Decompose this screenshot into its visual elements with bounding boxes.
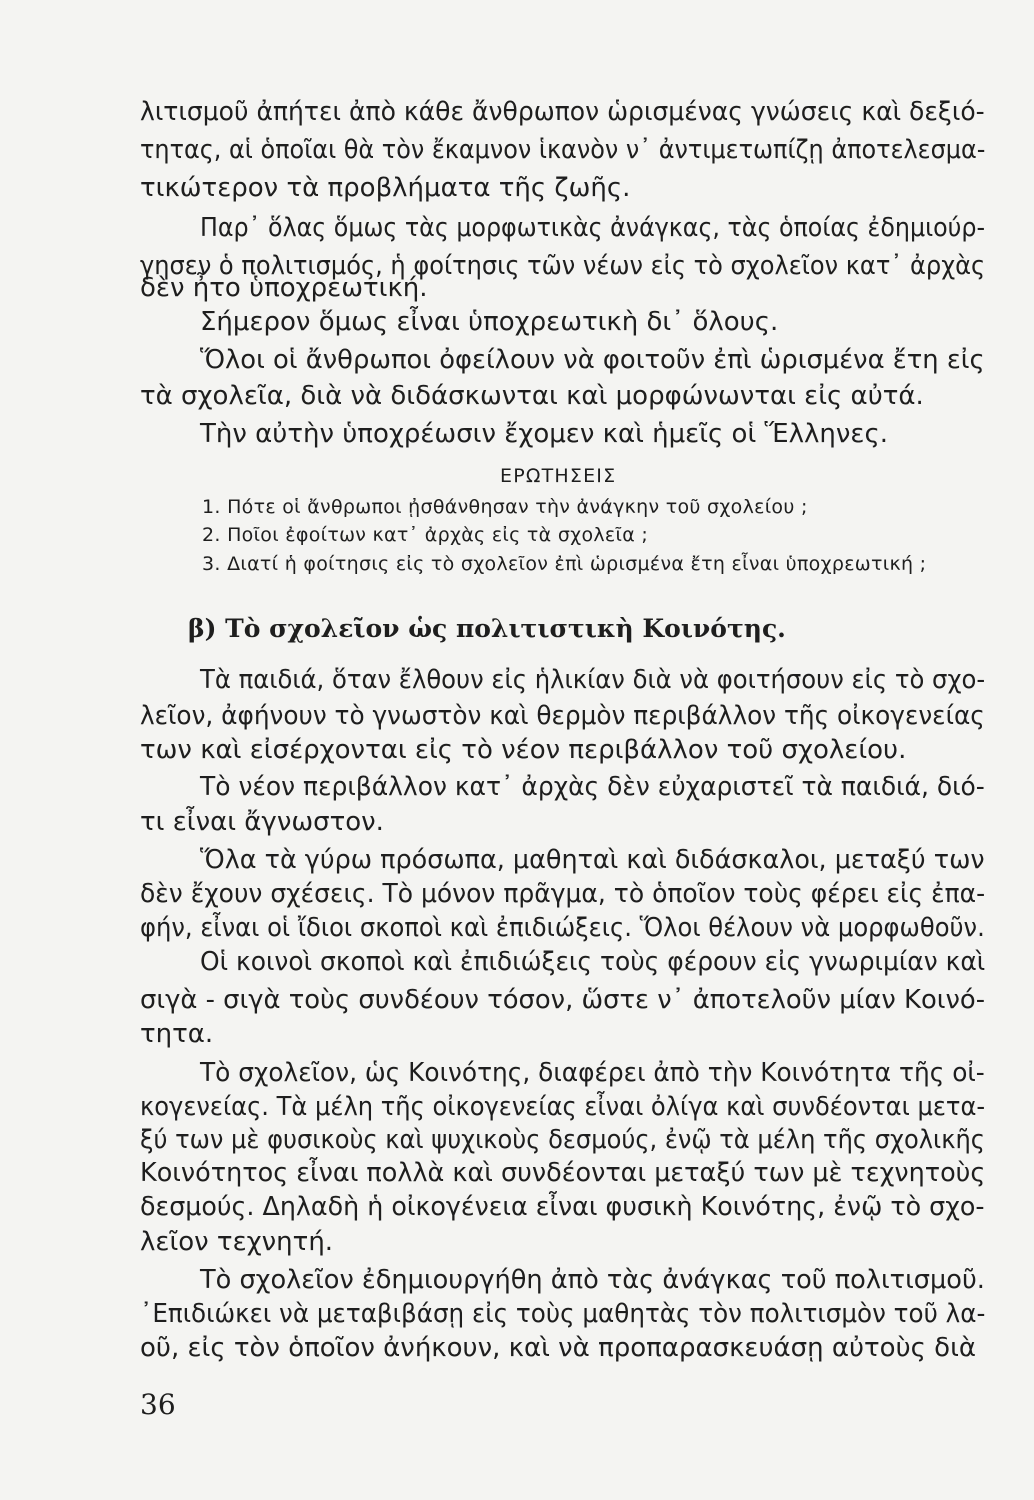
text-line: δεσμούς. Δηλαδὴ ἡ οἰκογένεια εἶναι φυσικὴ Κοινότης, ἐνῷ τὸ σχο- [140,1192,985,1222]
text-line: δὲν ἦτο ὑποχρεωτική. [140,273,428,303]
text-line: Τὰ παιδιά, ὅταν ἔλθουν εἰς ἡλικίαν διὰ νὰ φοιτήσουν εἰς τὸ σχο- [200,665,986,695]
text-line: Κοινότητος εἶναι πολλὰ καὶ συνδέονται μεταξύ των μὲ τεχνητοὺς [140,1158,986,1188]
text-line: φήν, εἶναι οἱ ἴδιοι σκοποὶ καὶ ἐπιδιώξεις. Ὅλοι θέλουν νὰ μορφωθοῦν. [140,913,985,943]
questions-heading: ΕΡΩΤΗΣΕΙΣ [500,465,617,487]
text-line: δὲν ἔχουν σχέσεις. Τὸ μόνον πρᾶγμα, τὸ ὁποῖον τοὺς φέρει εἰς ἐπα- [140,879,986,909]
text-line: ξύ των μὲ φυσικοὺς καὶ ψυχικοὺς δεσμούς, ἐνῷ τὰ μέλη τῆς σχολικῆς [140,1125,985,1155]
text-line: τὰ σχολεῖα, διὰ νὰ διδάσκωνται καὶ μορφώνωνται εἰς αὐτά. [140,381,924,411]
text-line: λιτισμοῦ ἀπήτει ἀπὸ κάθε ἄνθρωπον ὡρισμένας γνώσεις καὶ δεξιό- [140,97,985,127]
text-line: κογενείας. Τὰ μέλη τῆς οἰκογενείας εἶναι ὀλίγα καὶ συνδέονται μετα- [140,1092,986,1122]
text-line: γησεν ὁ πολιτισμός, ἡ φοίτησις τῶν νέων εἰς τὸ σχολεῖον κατ᾿ ἀρχὰς [140,251,986,281]
text-line: λεῖον, ἀφήνουν τὸ γνωστὸν καὶ θερμὸν περιβάλλον τῆς οἰκογενείας [140,701,985,731]
question-item: 2. Ποῖοι ἐφοίτων κατ᾿ ἀρχὰς εἰς τὰ σχολεῖα ; [202,524,649,546]
text-line: λεῖον τεχνητή. [140,1227,334,1257]
question-item: 1. Πότε οἱ ἄνθρωποι ᾐσθάνθησαν τὴν ἀνάγκην τοῦ σχολείου ; [202,496,808,518]
text-line: οῦ, εἰς τὸν ὁποῖον ἀνήκουν, καὶ νὰ προπαρασκευάσῃ αὐτοὺς διὰ [140,1333,976,1363]
section-title: β) Τὸ σχολεῖον ὡς πολιτιστικὴ Κοινότης. [188,614,786,643]
text-line: Τὴν αὐτὴν ὑποχρέωσιν ἔχομεν καὶ ἡμεῖς οἱ Ἕλληνες. [200,419,888,449]
text-line: τικώτερον τὰ προβλήματα τῆς ζωῆς. [140,173,631,203]
text-line: Σήμερον ὅμως εἶναι ὑποχρεωτικὴ δι᾿ ὅλους. [200,307,779,337]
text-line: των καὶ εἰσέρχονται εἰς τὸ νέον περιβάλλον τοῦ σχολείου. [140,735,907,765]
text-line: Παρ᾿ ὅλας ὅμως τὰς μορφωτικὰς ἀνάγκας, τὰς ὁποίας ἐδημιούρ- [200,213,986,243]
text-line: ᾿Επιδιώκει νὰ μεταβιβάσῃ εἰς τοὺς μαθητὰς τὸν πολιτισμὸν τοῦ λα- [140,1299,986,1329]
text-line: τητας, αἱ ὁποῖαι θὰ τὸν ἔκαμνον ἱκανὸν ν᾿ ἀντιμετωπίζῃ ἀποτελεσμα- [140,135,986,165]
text-line: σιγὰ - σιγὰ τοὺς συνδέουν τόσον, ὥστε ν᾿ ἀποτελοῦν μίαν Κοινό- [140,985,986,1015]
page-number: 36 [140,1388,176,1421]
text-line: Τὸ σχολεῖον, ὡς Κοινότης, διαφέρει ἀπὸ τὴν Κοινότητα τῆς οἰ- [200,1058,985,1088]
question-item: 3. Διατί ἡ φοίτησις εἰς τὸ σχολεῖον ἐπὶ ὡρισμένα ἔτη εἶναι ὑποχρεωτική ; [202,553,927,575]
text-line: Τὸ νέον περιβάλλον κατ᾿ ἀρχὰς δὲν εὐχαριστεῖ τὰ παιδιά, διό- [200,772,985,802]
text-line: Τὸ σχολεῖον ἐδημιουργήθη ἀπὸ τὰς ἀνάγκας τοῦ πολιτισμοῦ. [200,1265,985,1295]
text-line: Οἱ κοινοὶ σκοποὶ καὶ ἐπιδιώξεις τοὺς φέρουν εἰς γνωριμίαν καὶ [200,947,986,977]
text-line: Ὅλοι οἱ ἄνθρωποι ὀφείλουν νὰ φοιτοῦν ἐπὶ ὡρισμένα ἔτη εἰς [200,345,985,375]
text-line: τι εἶναι ἄγνωστον. [140,807,384,837]
text-line: τητα. [140,1019,214,1049]
text-line: Ὅλα τὰ γύρω πρόσωπα, μαθηταὶ καὶ διδάσκαλοι, μεταξύ των [200,845,985,875]
